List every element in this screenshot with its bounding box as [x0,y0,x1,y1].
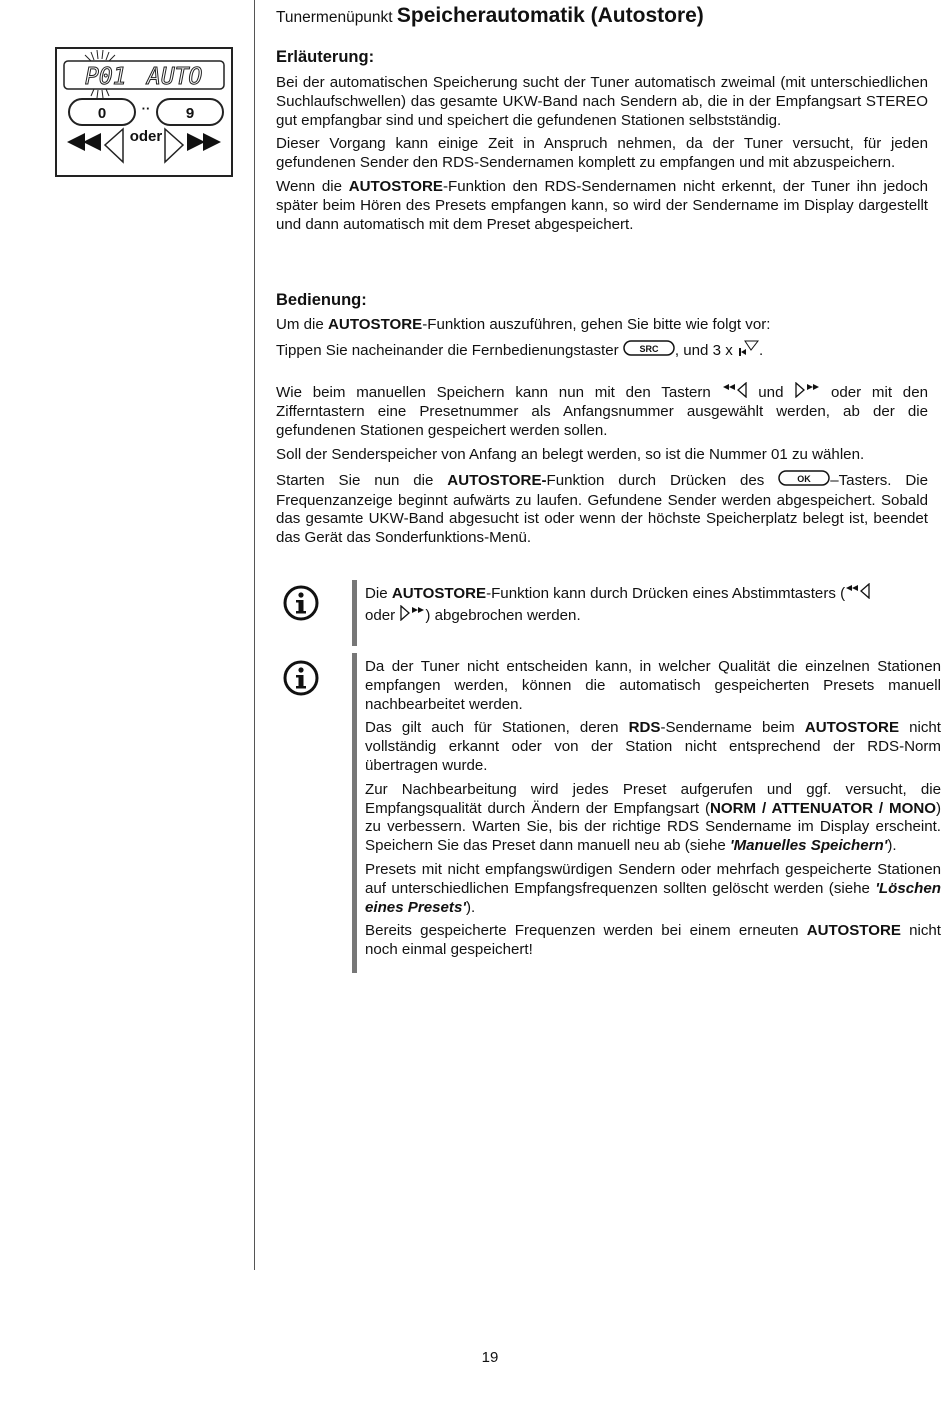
key-9-label: 9 [185,105,195,122]
bedienung-text [276,316,928,553]
paragraph: Starten Sie nun die AUTOSTORE-Funktion durch Drücken des OK –Tasters. Die Frequenzanzeige beginnt aufwärts zu laufen. Gefundene Sender werden abgespeichert. Sobald das gesamte UKW-Band abgesucht ist oder wenn der höchste Speicherplatz belegt ist, beendet das Gerät das Sonderfunktions-Menü. [276,471,928,547]
paragraph: Wie beim manuellen Speichern kann nun mit den Tastern und oder mit den Zifferntastern eine Presetnummer als Anfangsnummer ausgewählt werden, ab der die gefundenen Stationen gespeichert werden sollen. [276,383,928,440]
svg-text:OK: OK [797,473,811,484]
page-number: 19 [481,1349,499,1366]
forward-button-icon [794,382,820,404]
paragraph: Presets mit nicht empfangswürdigen Sendern oder mehrfach gespeicherte Stationen auf unterschiedlichen Empfangsfrequenzen sollten gelöscht werden (siehe 'Löschen eines Presets'). [365,860,941,916]
paragraph: Dieser Vorgang kann einige Zeit in Anspruch nehmen, da der Tuner versucht, für jeden gefundenen Sender den RDS-Sendernamen komplett zu empfangen und mit abzuspeichern. [276,135,928,172]
svg-text:··: ·· [141,101,151,116]
heading-erlaeuterung: Erläuterung: [276,48,375,66]
display-text-right: AUTO [147,64,203,90]
rewind-button-icon [845,583,871,605]
src-button-icon [623,340,675,362]
note-abort [352,580,941,646]
paragraph: Das gilt auch für Stationen, deren RDS-Sendername beim AUTOSTORE nicht vollständig erkannt oder von der Station nicht entsprechend der RDS-Norm übertragen wurde. [365,719,941,774]
heading-bedienung: Bedienung: [276,291,367,309]
paragraph: Tippen Sie nacheinander die Fernbedienungstaster SRC , und 3 x . [276,340,928,362]
erlaeuterung-text [276,74,928,239]
key-0-label: 0 [97,105,107,122]
paragraph: Da der Tuner nicht entscheiden kann, in welcher Qualität die einzelnen Stationen empfangen werden, können die automatisch gespeicherten Presets manuell nachbearbeitet werden. [365,658,941,713]
title-prefix: Tunermenüpunkt [276,9,393,26]
paragraph: Die AUTOSTORE-Funktion kann durch Drücken eines Abstimmtasters ( oder ) abgebrochen werden. [365,583,941,627]
rewind-button-icon [722,382,748,404]
paragraph: Wenn die AUTOSTORE-Funktion den RDS-Sendernamen nicht erkennt, der Tuner ihn jedoch später beim Hören des Presets empfangen kann, so wird der Sendername im Display dargestellt und dann automatisch mit dem Preset abgespeichert. [276,177,928,233]
info-icon [283,660,319,696]
paragraph: Soll der Senderspeicher von Anfang an belegt werden, so ist die Nummer 01 zu wählen. [276,445,865,463]
note-postprocessing [352,653,941,973]
paragraph: Bei der automatischen Speicherung sucht der Tuner automatisch zweimal (mit unterschiedlichen Suchlaufschwellen) das gesamte UKW-Band nach Sendern ab, die in der Empfangsart STEREO gut empfangbar sind und speichert die gefundenen Stationen selbstständig. [276,74,928,129]
skip-down-icon [737,340,759,362]
display-text-left: P01 [85,64,127,90]
ok-button-icon [778,470,830,492]
remote-display-figure [55,47,233,177]
svg-text:oder: oder [129,128,163,145]
svg-text:SRC: SRC [639,343,659,354]
page-title [276,4,704,28]
paragraph: Bereits gespeicherte Frequenzen werden bei einem erneuten AUTOSTORE nicht noch einmal gespeichert! [365,922,942,959]
column-divider [254,0,255,1270]
info-icon [283,585,319,621]
forward-button-icon [399,605,425,627]
title-main: Speicherautomatik (Autostore) [396,4,704,27]
paragraph: Um die AUTOSTORE-Funktion auszuführen, gehen Sie bitte wie folgt vor: [276,316,771,333]
paragraph: Zur Nachbearbeitung wird jedes Preset aufgerufen und ggf. versucht, die Empfangsqualität durch Ändern der Empfangsart (NORM / ATTENUATOR / MONO) zu verbessern. Warten Sie, bis der richtige RDS Sendername im Display erscheint. Speichern Sie das Preset dann manuell neu ab (siehe 'Manuelles Speichern'). [365,780,941,855]
